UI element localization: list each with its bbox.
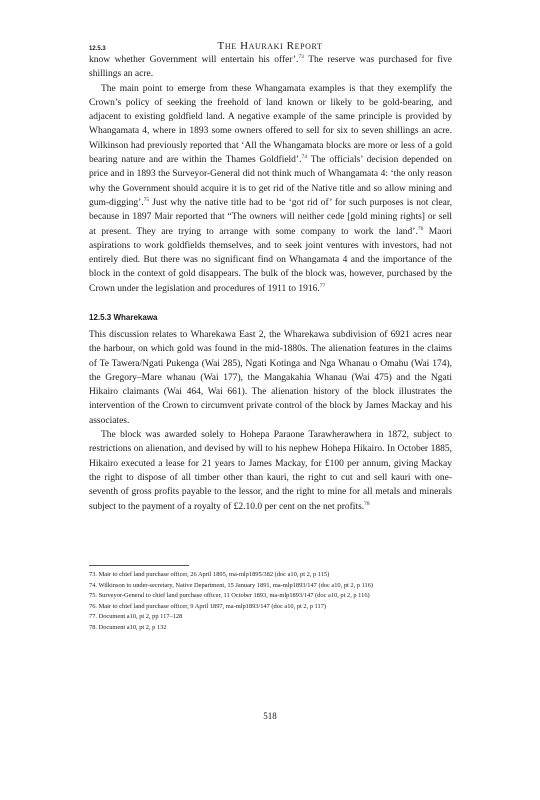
paragraph-text: This discussion relates to Wharekawa East 2, the Wharekawa subdivision of 6921 acres near the harbour, on which gold was found in the mid-1880s. The alienation features in the claims of Te Tawera/Ngati Pukenga (Wai 285), Ngati Kotinga and Nga Whanau o Omahu (Wai 174), the Gregory–Mare whanau (Wai 177), the Mangakahia Whanau (Wai 475) and the Ngati Hikairo claimants (Wai 464, Wai 661). The alienation history of the block illustrates the intervention of the Crown to circumvent private control of the block by James Mackay and his associates.	[89, 330, 452, 426]
footnote-ref: 76	[417, 225, 424, 232]
footnote-ref: 78	[364, 500, 370, 507]
body-text-top	[89, 53, 452, 296]
paragraph	[89, 328, 452, 428]
footnote-list	[89, 570, 452, 634]
paragraph-text: Maori aspirations to work goldfields themselves, and to seek joint ventures with investors, had not entirely died. But there was no significant find on Whangamata 4 and the importance of the block in the context of gold disappears. The bulk of the block was, however, purchased by the Crown under the legislation and procedures of 1911 to 1916.	[89, 226, 452, 294]
footnote: 73. Mair to chief land purchase officer, 26 April 1895, ma-mlp1895/382 (doc a10, pt 2, p 115)	[89, 571, 330, 578]
footnote-ref: 73	[298, 53, 304, 60]
section-tag: 12.5.3	[89, 46, 106, 52]
footnote-ref: 75	[143, 196, 150, 203]
paragraph-text: know whether Government will entertain his offer’.	[89, 55, 299, 65]
running-title: The Hauraki Report	[217, 40, 323, 52]
footnote: 74. Wilkinson to under-secretary, Native Department, 15 January 1891, ma-mlp1893/147 (doc a10, pt 2, p 116)	[89, 581, 374, 589]
paragraph	[89, 428, 452, 514]
paragraph	[89, 53, 452, 82]
footnote: 75. Surveyor-General to chief land purchase officer, 11 October 1893, ma-mlp1893/147 (doc a10, pt 2, p 116)	[89, 592, 370, 600]
footnote-divider	[89, 565, 189, 566]
paragraph-text: The main point to emerge from these Whangamata examples is that they exemplify the Crown’s policy of seeking the freehold of land known or likely to be gold-bearing, and adjacent to existing goldfield land. A negative example of the same principle is provided by Whangamata 4, where in 1893 some owners offered to sell for six to seven shillings an acre. Wilkinson had previously reported that ‘All the Whangamata blocks are more or less of a gold bearing nature and are within the Thames Goldfield’.	[89, 83, 452, 166]
footnote-ref: 74	[301, 153, 307, 160]
body-text-bottom	[89, 328, 452, 514]
footnote: 77. Document a10, pt 2, pp 117–128	[89, 613, 183, 621]
footnote: 76. Mair to chief land purchase officer, 9 April 1897, ma-mlp1893/147 (doc a10, pt 2, p 117)	[89, 602, 327, 610]
footnote-ref: 77	[319, 282, 326, 289]
page-number: 518	[263, 711, 277, 721]
paragraph	[89, 82, 452, 296]
paragraph-text: Just why the native title had to be ‘got rid of’ for such purposes is not clear, because in 1897 Mair reported that “The owners will neither cede [gold mining rights] or sell at present. They are trying to arrange with some company to work the land’.	[89, 197, 452, 237]
paragraph-text: The block was awarded solely to Hohepa Paraone Tarawherawhera in 1872, subject to restrictions on alienation, and devised by will to his nephew Hohepa Hikairo. In October 1885, Hikairo executed a lease for 21 years to James Mackay, for £100 per annum, giving Mackay the right to dispose of all timber other than kauri, the right to cut and sell kauri with one-seventh of gross profits payable to the lessor, and the right to mine for all metals and minerals subject to the payment of a royalty of £2.10.0 per cent on the net profits.	[89, 430, 452, 512]
paragraph-text: The reserve was purchased for five shillings an acre.	[89, 55, 452, 80]
footnote: 78. Document a10, pt 2, p 132	[89, 623, 167, 631]
section-heading: 12.5.3 Wharekawa	[89, 313, 158, 322]
paragraph-text: The officials’ decision depended on price and in 1893 the Surveyor-General did not think much of Whangamata 4: ‘the only reason why the Government should acquire it is to get rid of the Native title and so allow mining and gum-digging’.	[89, 155, 452, 208]
